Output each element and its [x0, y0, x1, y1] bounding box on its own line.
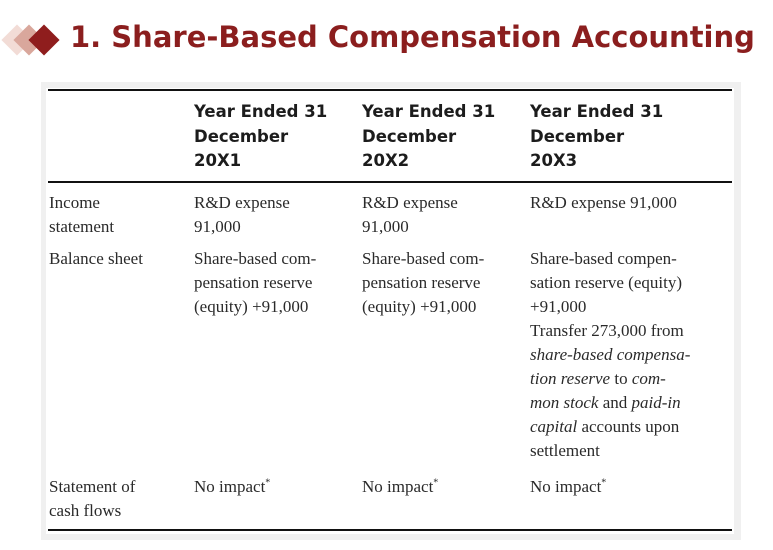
row-label-cash-flows: [49, 475, 135, 523]
header-line: 20X1: [194, 151, 242, 170]
cell-line: sation reserve (equity): [530, 273, 682, 292]
italic-text: tion reserve: [530, 369, 611, 388]
header-line: Year Ended 31: [530, 102, 664, 121]
italic-text: capital: [530, 417, 578, 436]
cell-line: R&D expense: [194, 193, 290, 212]
footnote-marker: *: [265, 477, 271, 489]
cell-text: No impact: [194, 477, 266, 496]
cell-line: [530, 415, 690, 439]
cashflow-20x2-cell: [362, 475, 438, 499]
cell-line: R&D expense: [362, 193, 458, 212]
italic-text: mon stock: [530, 393, 599, 412]
cashflow-20x1-cell: [194, 475, 270, 499]
cell-line: pensation reserve: [362, 273, 481, 292]
label-line: Balance sheet: [49, 249, 143, 268]
plain-text: to: [610, 369, 632, 388]
balance-20x1-cell: [194, 247, 316, 319]
income-20x2-cell: [362, 191, 458, 239]
plain-text: and: [598, 393, 632, 412]
cell-line: Transfer 273,000 from: [530, 321, 684, 340]
label-line: cash flows: [49, 501, 122, 520]
cell-line: [530, 391, 690, 415]
italic-text: paid-in: [631, 393, 681, 412]
cell-line: [530, 343, 690, 367]
cell-line: 91,000: [362, 217, 409, 236]
plain-text: accounts upon: [577, 417, 680, 436]
row-label-income-statement: [49, 191, 114, 239]
cell-text: No impact: [530, 477, 602, 496]
label-line: Statement of: [49, 477, 136, 496]
header-line: Year Ended 31: [362, 102, 496, 121]
cell-line: Share-based com-: [194, 249, 317, 268]
label-line: statement: [49, 217, 115, 236]
cashflow-20x3-cell: [530, 475, 606, 499]
footnote-marker: *: [601, 477, 607, 489]
table-top-rule: [48, 89, 732, 91]
table-header-rule: [48, 181, 732, 183]
column-header-20x3: [530, 100, 663, 174]
balance-20x2-cell: [362, 247, 484, 319]
header-line: 20X2: [362, 151, 410, 170]
cell-line: (equity) +91,000: [362, 297, 477, 316]
header-line: 20X3: [530, 151, 578, 170]
cell-line: 91,000: [194, 217, 241, 236]
cell-line: +91,000: [530, 297, 587, 316]
income-20x1-cell: [194, 191, 290, 239]
header: [0, 0, 773, 80]
cell-line: Share-based com-: [362, 249, 485, 268]
label-line: Income: [49, 193, 100, 212]
page-title: 1. Share-Based Compensation Accounting: [70, 20, 755, 54]
row-label-balance-sheet: [49, 247, 143, 271]
cell-line: settlement: [530, 441, 600, 460]
cell-line: (equity) +91,000: [194, 297, 309, 316]
column-header-20x2: [362, 100, 495, 174]
header-line: Year Ended 31: [194, 102, 328, 121]
italic-text: com-: [631, 369, 666, 388]
footnote-marker: *: [433, 477, 439, 489]
header-line: December: [530, 126, 625, 146]
table-bottom-rule: [48, 529, 732, 531]
italic-text: share-based compensa-: [530, 345, 691, 364]
cell-line: pensation reserve: [194, 273, 313, 292]
income-20x3-cell: [530, 191, 677, 215]
header-line: December: [362, 126, 457, 146]
cell-line: [530, 367, 690, 391]
cell-line: Share-based compen-: [530, 249, 677, 268]
column-header-20x1: [194, 100, 327, 174]
cell-text: No impact: [362, 477, 434, 496]
balance-20x3-cell: [530, 247, 690, 463]
header-line: December: [194, 126, 289, 146]
cell-line: R&D expense 91,000: [530, 193, 677, 212]
